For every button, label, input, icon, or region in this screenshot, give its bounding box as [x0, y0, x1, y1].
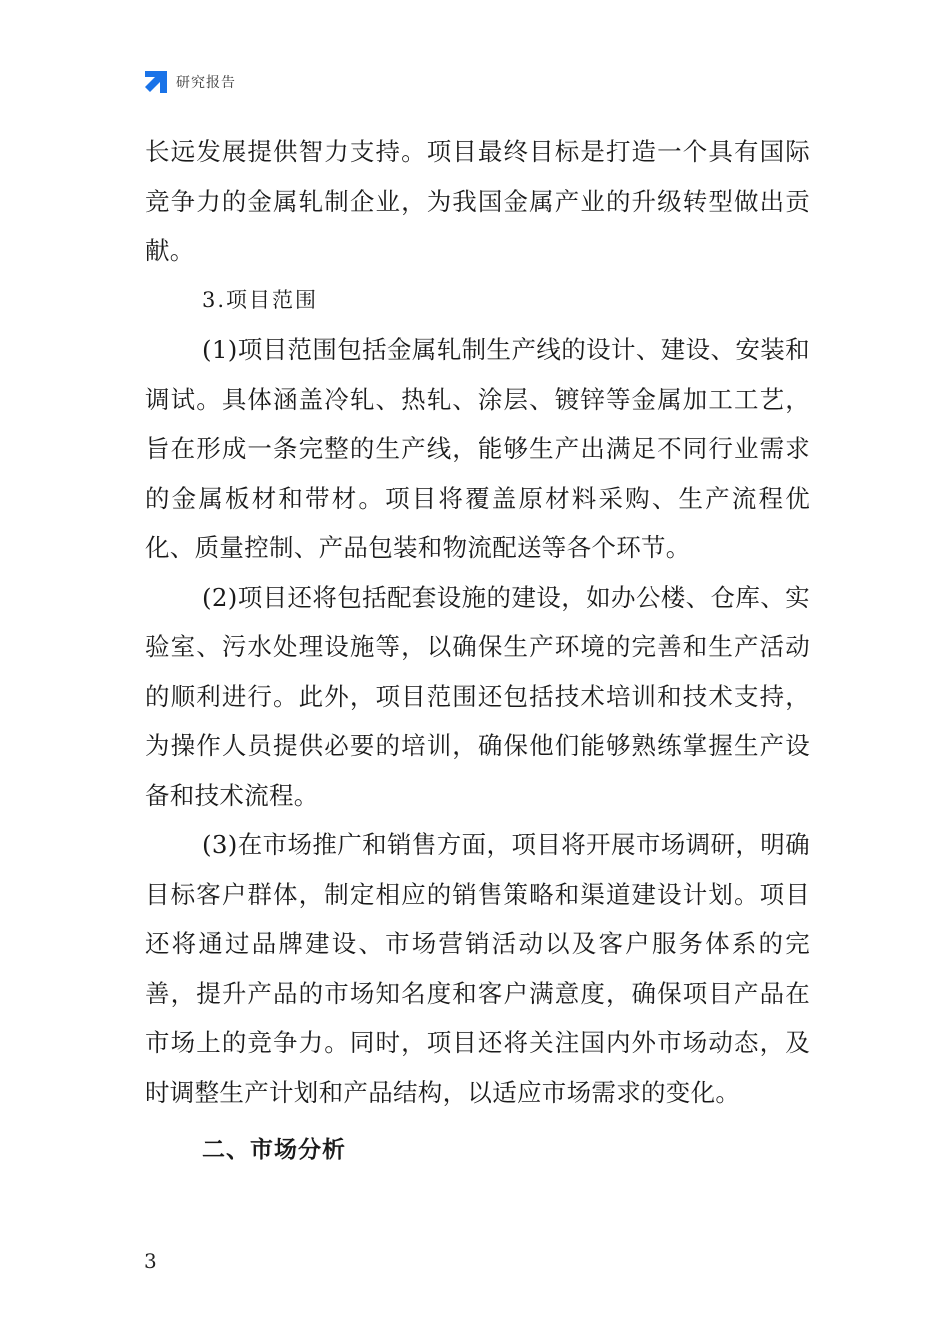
arrow-up-right-logo-icon [143, 69, 169, 95]
chapter-heading: 二、市场分析 [202, 1137, 346, 1163]
intro-paragraph: 长远发展提供智力支持。项目最终目标是打造一个具有国际竞争力的金属轧制企业，为我国金属产业的升级转型做出贡献。 [145, 137, 810, 265]
scope-item-3: (3)在市场推广和销售方面，项目将开展市场调研，明确目标客户群体，制定相应的销售策略和渠道建设计划。项目还将通过品牌建设、市场营销活动以及客户服务体系的完善，提升产品的市场知名度和客户满意度，确保项目产品在市场上的竞争力。同时，项目还将关注国内外市场动态，及时调整生产计划和产品结构，以适应市场需求的变化。 [145, 830, 810, 1107]
scope-item-2: (2)项目还将包括配套设施的建设，如办公楼、仓库、实验室、污水处理设施等，以确保生产环境的完善和生产活动的顺利进行。此外，项目范围还包括技术培训和技术支持，为操作人员提供必要的培训，确保他们能够熟练掌握生产设备和技术流程。 [145, 582, 810, 810]
section-heading: 3.项目范围 [202, 287, 319, 312]
page-header [143, 67, 236, 97]
header-title: 研究报告 [176, 75, 236, 91]
document-body [145, 127, 810, 1176]
page-number: 3 [144, 1249, 157, 1273]
scope-item-1: (1)项目范围包括金属轧制生产线的设计、建设、安装和调试。具体涵盖冷轧、热轧、涂层、镀锌等金属加工工艺，旨在形成一条完整的生产线，能够生产出满足不同行业需求的金属板材和带材。项目将覆盖原材料采购、生产流程优化、质量控制、产品包装和物流配送等各个环节。 [145, 335, 810, 562]
